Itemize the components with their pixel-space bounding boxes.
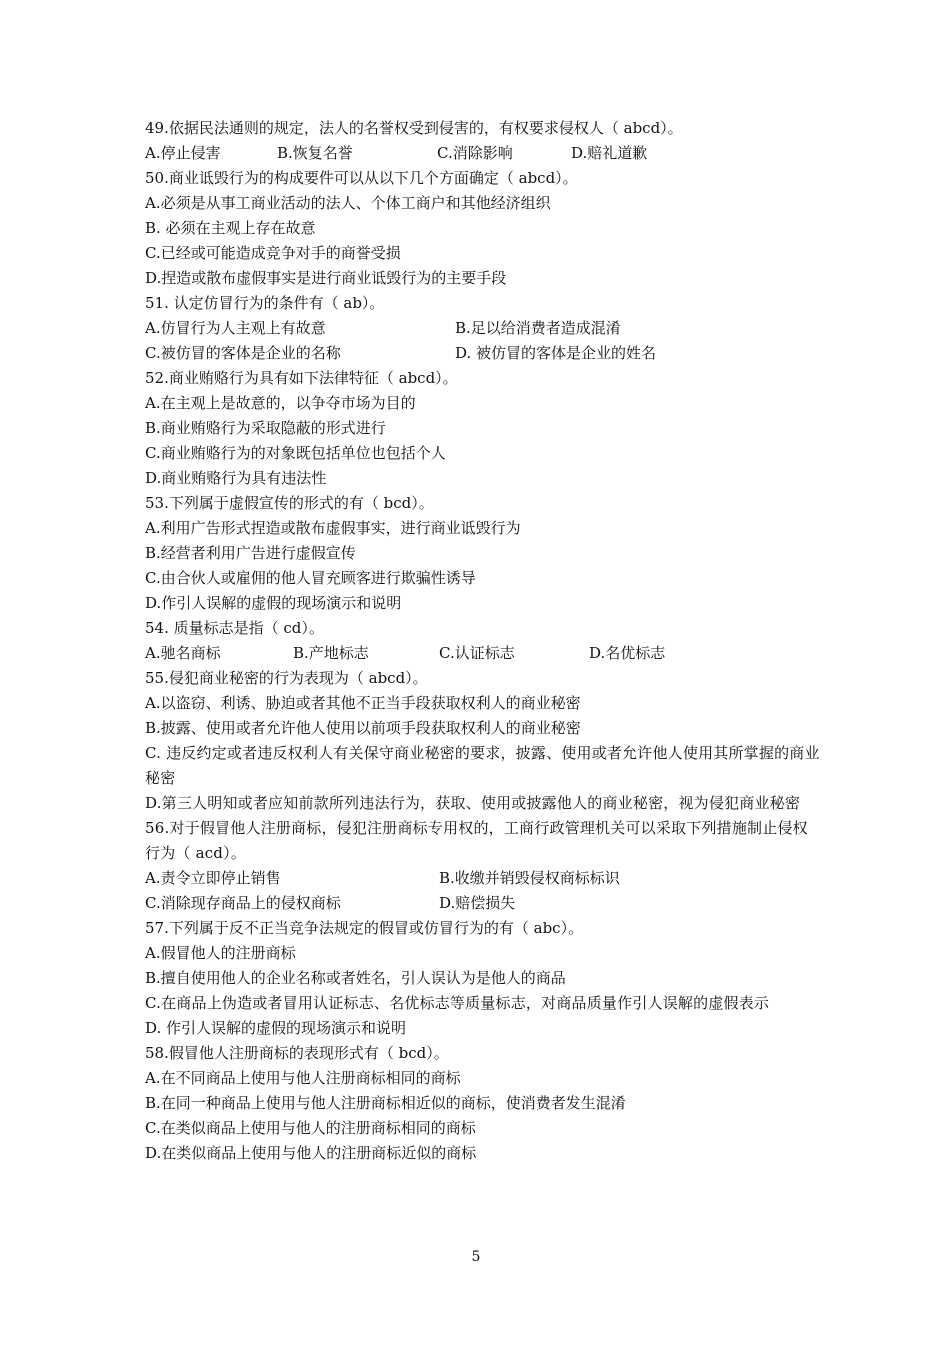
question-55-option-a: A.以盗窃、利诱、胁迫或者其他不正当手段获取权利人的商业秘密 [145,694,581,712]
question-56-option-a: A.责令立即停止销售 [145,869,281,887]
question-56-options-row2 [145,891,820,916]
question-51-option-d: D. 被仿冒的客体是企业的姓名 [455,344,657,362]
question-51-options-row1 [145,316,820,341]
question-55-option-c: C. 违反约定或者违反权利人有关保守商业秘密的要求，披露、使用或者允许他人使用其所掌握的商业秘密 [145,744,820,787]
question-54-options [145,641,820,666]
question-51-stem: 51. 认定仿冒行为的条件有（ ab）。 [145,294,385,312]
question-52-stem: 52.商业贿赂行为具有如下法律特征（ abcd）。 [145,369,458,387]
question-58-option-b: B.在同一种商品上使用与他人注册商标相近似的商标，使消费者发生混淆 [145,1094,626,1112]
question-52-option-c: C.商业贿赂行为的对象既包括单位也包括个人 [145,444,446,462]
question-56-stem: 56.对于假冒他人注册商标，侵犯注册商标专用权的，工商行政管理机关可以采取下列措施制止侵权行为（ acd）。 [145,819,808,862]
question-54-option-d: D.名优标志 [589,644,666,662]
question-57-option-d: D. 作引人误解的虚假的现场演示和说明 [145,1019,407,1037]
question-50-option-b: B. 必须在主观上存在故意 [145,219,316,237]
question-49-option-a: A.停止侵害 [145,144,221,162]
question-54-option-a: A.驰名商标 [145,644,221,662]
question-50-option-c: C.已经或可能造成竞争对手的商誉受损 [145,244,401,262]
question-52-option-a: A.在主观上是故意的，以争夺市场为目的 [145,394,416,412]
question-57-option-a: A.假冒他人的注册商标 [145,944,296,962]
question-51-options-row2 [145,341,820,366]
question-52-option-d: D.商业贿赂行为具有违法性 [145,469,327,487]
question-49-option-b: B.恢复名誉 [277,144,353,162]
question-54-option-c: C.认证标志 [439,644,515,662]
question-58-option-d: D.在类似商品上使用与他人的注册商标近似的商标 [145,1144,477,1162]
question-57-stem: 57.下列属于反不正当竞争法规定的假冒或仿冒行为的有（ abc）。 [145,919,584,937]
question-49-option-c: C.消除影响 [437,144,513,162]
question-57-option-c: C.在商品上伪造或者冒用认证标志、名优标志等质量标志，对商品质量作引人误解的虚假表示 [145,994,770,1012]
question-58-option-a: A.在不同商品上使用与他人注册商标相同的商标 [145,1069,461,1087]
question-58-stem: 58.假冒他人注册商标的表现形式有（ bcd）。 [145,1044,449,1062]
question-58-option-c: C.在类似商品上使用与他人的注册商标相同的商标 [145,1119,476,1137]
question-55-option-b: B.披露、使用或者允许他人使用以前项手段获取权利人的商业秘密 [145,719,581,737]
question-53-option-b: B.经营者利用广告进行虚假宣传 [145,544,356,562]
question-57-option-b: B.擅自使用他人的企业名称或者姓名，引人误认为是他人的商品 [145,969,566,987]
question-56-options-row1 [145,866,820,891]
question-55-option-d: D.第三人明知或者应知前款所列违法行为，获取、使用或披露他人的商业秘密，视为侵犯商业秘密 [145,794,801,812]
question-50-stem: 50.商业诋毁行为的构成要件可以从以下几个方面确定（ abcd）。 [145,169,578,187]
question-53-stem: 53.下列属于虚假宣传的形式的有（ bcd）。 [145,494,434,512]
question-55-stem: 55.侵犯商业秘密的行为表现为（ abcd）。 [145,669,428,687]
question-56-option-c: C.消除现存商品上的侵权商标 [145,894,341,912]
question-56-option-d: D.赔偿损失 [439,894,516,912]
question-50-option-d: D.捏造或散布虚假事实是进行商业诋毁行为的主要手段 [145,269,507,287]
question-51-option-b: B.足以给消费者造成混淆 [455,319,621,337]
question-list [145,116,820,1166]
question-54-stem: 54. 质量标志是指（ cd）。 [145,619,324,637]
question-53-option-a: A.利用广告形式捏造或散布虚假事实，进行商业诋毁行为 [145,519,521,537]
question-56-option-b: B.收缴并销毁侵权商标标识 [439,869,620,887]
question-53-option-d: D.作引人误解的虚假的现场演示和说明 [145,594,402,612]
question-50-option-a: A.必须是从事工商业活动的法人、个体工商户和其他经济组织 [145,194,551,212]
question-49-option-d: D.赔礼道歉 [571,144,648,162]
question-49-stem: 49.依据民法通则的规定，法人的名誉权受到侵害的，有权要求侵权人（ abcd）。 [145,119,683,137]
question-54-option-b: B.产地标志 [293,644,369,662]
question-49-options [145,141,820,166]
question-52-option-b: B.商业贿赂行为采取隐蔽的形式进行 [145,419,386,437]
question-53-option-c: C.由合伙人或雇佣的他人冒充顾客进行欺骗性诱导 [145,569,476,587]
page-number: 5 [471,1249,481,1265]
question-51-option-a: A.仿冒行为人主观上有故意 [145,319,326,337]
question-51-option-c: C.被仿冒的客体是企业的名称 [145,344,341,362]
